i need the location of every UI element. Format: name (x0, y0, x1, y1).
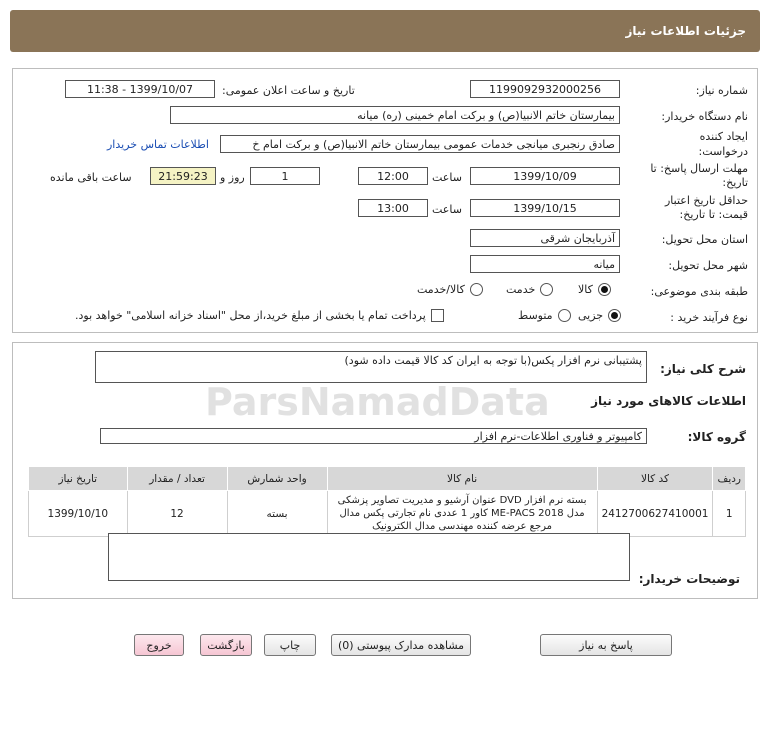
validity-time-label: ساعت (432, 203, 462, 216)
days-field: 1 (250, 167, 320, 185)
watermark: ParsNamadData (205, 380, 550, 424)
contact-info-link[interactable]: اطلاعات تماس خریدار (107, 138, 209, 151)
validity-date-field: 1399/10/15 (470, 199, 620, 217)
validity-time-field: 13:00 (358, 199, 428, 217)
announce-label: تاریخ و ساعت اعلان عمومی: (222, 84, 355, 97)
buyer-org-field: بیمارستان خاتم الانبیا(ص) و برکت امام خمینی (ره) میانه (170, 106, 620, 124)
description-label: شرح کلی نیاز: (660, 362, 746, 376)
radio-service[interactable] (540, 283, 553, 296)
category-option-goods[interactable]: کالا (578, 283, 611, 296)
item-group-label: گروه کالا: (687, 430, 746, 444)
need-number-field: 1199092932000256 (470, 80, 620, 98)
process-option-medium[interactable]: متوسط (518, 309, 571, 322)
print-button[interactable]: چاپ (264, 634, 316, 656)
cell-unit: بسته (227, 491, 327, 537)
attachments-button[interactable]: مشاهده مدارک پیوستی (0) (331, 634, 471, 656)
item-group-field: کامپیوتر و فناوری اطلاعات-نرم افزار (100, 428, 647, 444)
cell-code: 2412700627410001 (597, 491, 713, 537)
announce-field: 1399/10/07 - 11:38 (65, 80, 215, 98)
radio-minor[interactable] (608, 309, 621, 322)
city-label: شهر محل تحویل: (668, 259, 748, 272)
col-row: ردیف (713, 467, 746, 491)
page-header (10, 10, 760, 52)
deadline-time-label: ساعت (432, 171, 462, 184)
days-label: روز و (220, 171, 245, 184)
page-title: جزئیات اطلاعات نیاز (625, 24, 746, 38)
col-date: تاریخ نیاز (29, 467, 128, 491)
items-table-header (29, 467, 746, 491)
deadline-date-field: 1399/10/09 (470, 167, 620, 185)
col-code: کد کالا (597, 467, 713, 491)
cell-qty: 12 (127, 491, 227, 537)
items-table-wrapper (28, 466, 746, 537)
buyer-org-label: نام دستگاه خریدار: (661, 110, 748, 123)
deadline-label: مهلت ارسال پاسخ: تا تاریخ: (650, 162, 748, 189)
city-field: میانه (470, 255, 620, 273)
category-option-goods-service[interactable]: کالا/خدمت (417, 283, 483, 296)
radio-goods-service[interactable] (470, 283, 483, 296)
treasury-checkbox[interactable] (431, 309, 444, 322)
remaining-time-field: 21:59:23 (150, 167, 216, 185)
col-qty: تعداد / مقدار (127, 467, 227, 491)
need-number-label: شماره نیاز: (695, 84, 748, 97)
back-button[interactable]: بازگشت (200, 634, 252, 656)
cell-date: 1399/10/10 (29, 491, 128, 537)
cell-row: 1 (713, 491, 746, 537)
items-table (28, 466, 746, 537)
creator-field: صادق رنجبری میانجی خدمات عمومی بیمارستان خاتم الانبیا(ص) و برکت امام خ (220, 135, 620, 153)
process-label: نوع فرآیند خرید : (670, 311, 748, 324)
reply-button[interactable]: پاسخ به نیاز (540, 634, 672, 656)
items-section-title: اطلاعات کالاهای مورد نیاز (591, 394, 746, 408)
buyer-notes-field (108, 533, 630, 581)
category-option-service[interactable]: خدمت (506, 283, 553, 296)
province-label: استان محل تحویل: (661, 233, 748, 246)
radio-goods[interactable] (598, 283, 611, 296)
validity-label: حداقل تاریخ اعتبار قیمت: تا تاریخ: (664, 194, 748, 221)
category-label: طبقه بندی موضوعی: (650, 285, 748, 298)
col-name: نام کالا (327, 467, 597, 491)
cell-name: بسته نرم افزار DVD عنوان آرشیو و مدیریت تصاویر پزشکی مدل ME-PACS 2018 کاور 1 عددی نام تجارتی پکس مدال مرجع عرضه کننده مهندسی مدال الکترونیک (327, 491, 597, 537)
description-field: پشتیبانی نرم افزار پکس(با توجه به ایران کد کالا قیمت داده شود) (95, 351, 647, 383)
radio-medium[interactable] (558, 309, 571, 322)
province-field: آذربایجان شرقی (470, 229, 620, 247)
treasury-payment-option[interactable]: پرداخت تمام یا بخشی از مبلغ خرید،از محل "اسناد خزانه اسلامی" خواهد بود. (75, 309, 444, 322)
deadline-time-field: 12:00 (358, 167, 428, 185)
process-option-minor[interactable]: جزیی (578, 309, 621, 322)
table-row (29, 491, 746, 537)
exit-button[interactable]: خروج (134, 634, 184, 656)
col-unit: واحد شمارش (227, 467, 327, 491)
creator-label: ایجاد کننده درخواست: (698, 130, 748, 158)
buyer-notes-label: توضیحات خریدار: (638, 572, 740, 586)
remaining-label: ساعت باقی مانده (50, 171, 132, 184)
